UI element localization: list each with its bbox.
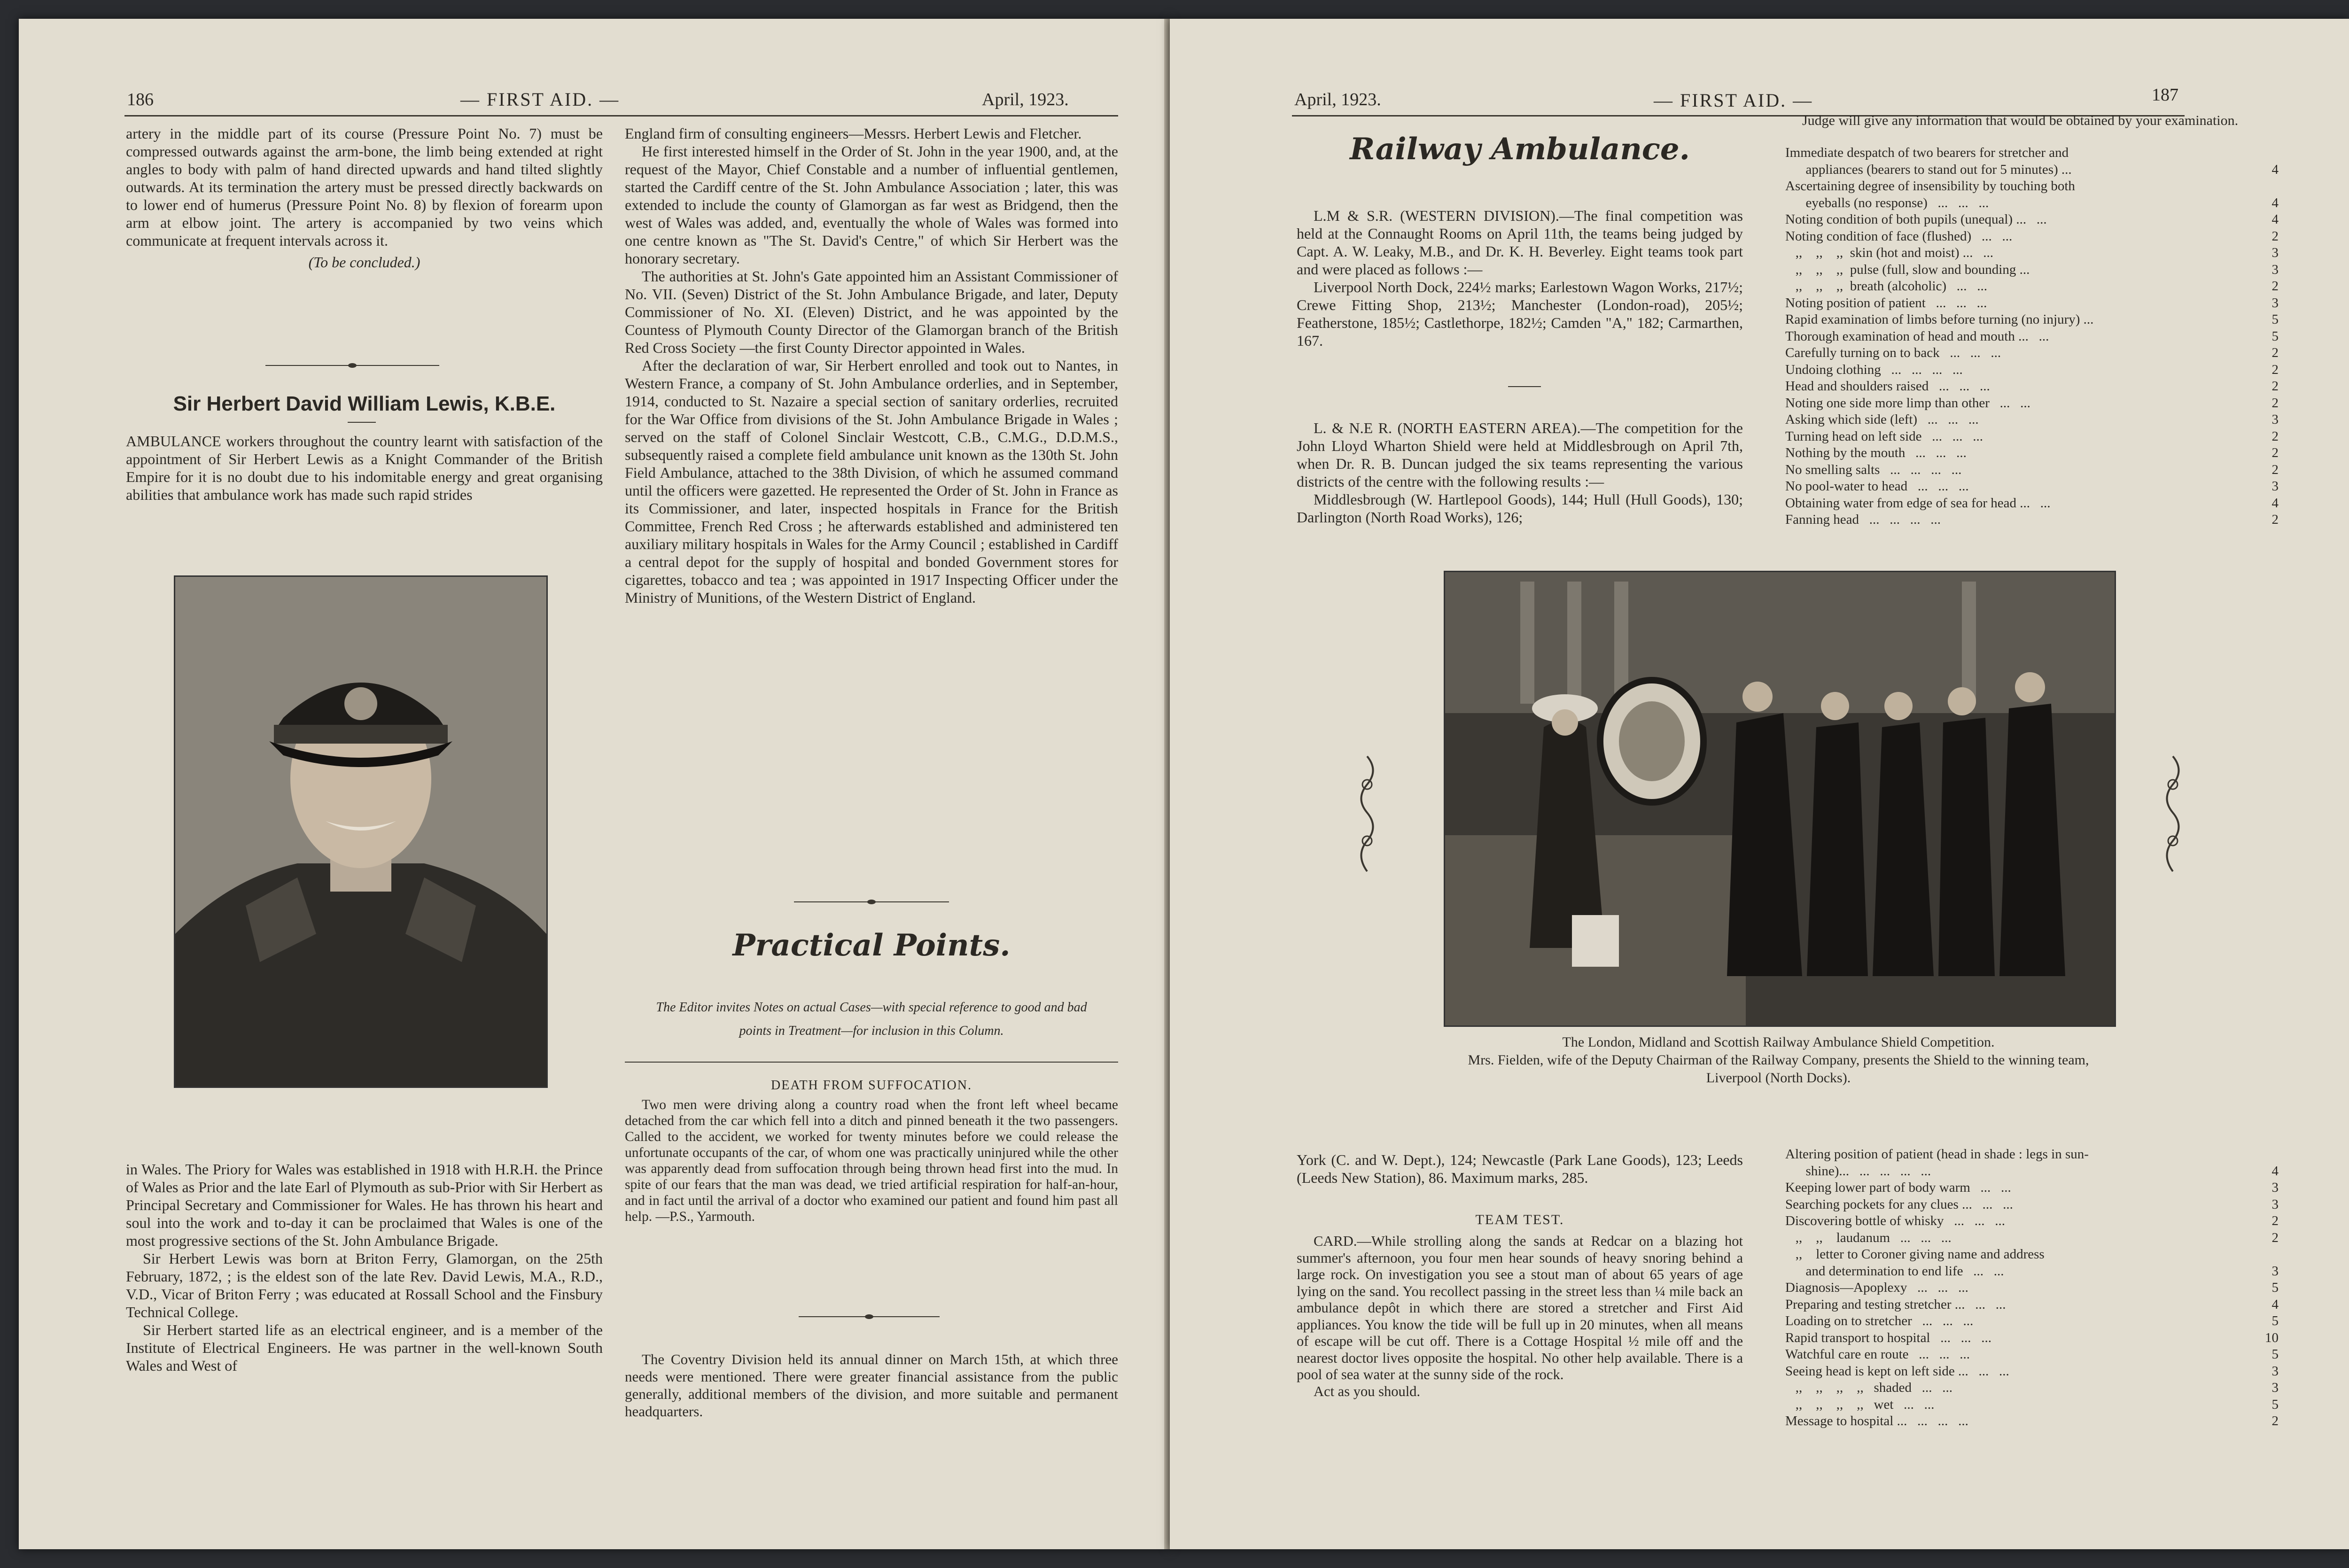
- marks-item-value: [2255, 145, 2279, 162]
- marks-item-value: 2: [2271, 1413, 2279, 1428]
- marks-item-value: 4: [2271, 495, 2279, 511]
- paragraph: Act as you should.: [1314, 1383, 1421, 1399]
- marks-row: [1785, 395, 2279, 412]
- marks-table-top: [1785, 145, 2279, 528]
- marks-item-label: Loading on to stretcher ... ... ...: [1785, 1313, 1974, 1328]
- marks-row: [1785, 1263, 2279, 1280]
- lner-report: [1297, 419, 1743, 526]
- marks-item-label: Keeping lower part of body warm ... ...: [1785, 1180, 2011, 1195]
- marks-row: [1785, 362, 2279, 379]
- lewis-column-two: [625, 124, 1118, 606]
- paragraph: The Coventry Division held its annual dinner on March 15th, at which three needs were mentioned. There were greater financial assistance from the public generally, additional members of the division, and more suitable and permanent headquarters.: [625, 1351, 1118, 1420]
- article-continuation: [126, 124, 603, 271]
- results-paragraph: Liverpool North Dock, 224½ marks; Earlestown Wagon Works, 217½; Crewe Fitting Shop, 213½; Manchester (London-road), 205½; Featherstone, 185½; Castlethorpe, 182½; Camden "A," 182; Carmarthen, 167.: [1297, 279, 1743, 349]
- marks-row: [1785, 411, 2279, 428]
- judge-note: [1785, 113, 2279, 129]
- marks-item-value: 2: [2271, 462, 2279, 477]
- marks-item-label: Message to hospital ... ... ... ...: [1785, 1413, 1968, 1428]
- marks-item-label: Asking which side (left) ... ... ...: [1785, 412, 1979, 427]
- marks-item-value: [2255, 1246, 2279, 1263]
- marks-item-label: ,, letter to Coroner giving name and address: [1785, 1247, 2045, 1262]
- marks-item-label: Head and shoulders raised ... ... ...: [1785, 379, 1990, 394]
- marks-item-value: [2255, 1146, 2279, 1163]
- marks-row: [1785, 495, 2279, 512]
- marks-item-label: Seeing head is kept on left side ... ... ...: [1785, 1363, 2009, 1379]
- marks-item-value: 3: [2271, 1180, 2279, 1195]
- paragraph: Sir Herbert Lewis was born at Briton Ferry, Glamorgan, on the 25th February, 1872, ; is the eldest son of the late Rev. David Lewis, M.A., R.D., V.D., Vicar of Briton Ferry ; was educated at Rossall School and the Finsbury Technical College.: [126, 1250, 603, 1320]
- paragraph: The authorities at St. John's Gate appointed him an Assistant Commissioner of No. VII. (Seven) District of the St. John Ambulance Brigade, and later, Deputy Commissioner of No. XI. (Eleven) District, and he was appointed by the Countess of Plymouth County Director of the Glamorgan branch of the British Red Cross Society —the first County Director appointed in Wales.: [625, 268, 1118, 356]
- marks-table-bottom: [1785, 1146, 2279, 1430]
- editor-note: The Editor invites Notes on actual Cases—with special reference to good and bad points in Treatment—for inclusion in this Column.: [656, 1000, 1087, 1038]
- marks-item-label: Searching pockets for any clues ... ... ...: [1785, 1196, 2013, 1212]
- death-heading: DEATH FROM SUFFOCATION.: [771, 1078, 972, 1093]
- marks-item-label: shine)... ... ... ... ...: [1785, 1163, 1931, 1179]
- paragraph: Sir Herbert started life as an electrical engineer, and is a member of the Institute of Electrical Engineers. He was partner in the well-known South Wales and West of: [126, 1321, 603, 1374]
- marks-item-value: 5: [2271, 1313, 2279, 1328]
- marks-item-label: Ascertaining degree of insensibility by touching both: [1785, 179, 2075, 194]
- marks-item-value: 5: [2271, 1280, 2279, 1295]
- marks-row: [1785, 345, 2279, 362]
- marks-row: [1785, 378, 2279, 395]
- paragraph: L.M & S.R. (WESTERN DIVISION).—The final competition was held at the Connaught Rooms on April 11th, the teams being judged by Capt. A. W. Leaky, M.B., and Dr. K. H. Beverley. Eight teams took part and were placed as follows :—: [1297, 207, 1743, 278]
- marks-item-label: Preparing and testing stretcher ... ... ...: [1785, 1296, 2006, 1312]
- marks-row: [1785, 228, 2279, 245]
- marks-item-value: 2: [2271, 428, 2279, 444]
- marks-item-value: 3: [2271, 1196, 2279, 1212]
- marks-row: [1785, 278, 2279, 295]
- marks-row: [1785, 295, 2279, 312]
- page-number: 186: [127, 90, 154, 109]
- to-be-concluded: (To be concluded.): [308, 254, 420, 271]
- marks-item-value: 2: [2271, 445, 2279, 460]
- practical-points-title: Practical Points.: [732, 928, 1011, 963]
- title-dash: [348, 422, 376, 423]
- issue-date: April, 1923.: [1294, 90, 1381, 109]
- marks-item-label: ,, ,, ,, skin (hot and moist) ... ...: [1785, 245, 1994, 260]
- marks-item-value: 4: [2271, 212, 2279, 227]
- marks-item-label: Fanning head ... ... ... ...: [1785, 512, 1941, 527]
- marks-item-value: 4: [2271, 1163, 2279, 1179]
- marks-row: [1785, 1413, 2279, 1430]
- marks-item-value: 2: [2271, 279, 2279, 294]
- portrait-photo: [174, 575, 548, 1088]
- team-test-heading: TEAM TEST.: [1475, 1212, 1564, 1227]
- marks-row: [1785, 262, 2279, 279]
- scroll-ornament-right: [2159, 752, 2187, 878]
- marks-item-value: 3: [2271, 1363, 2279, 1379]
- marks-item-value: 3: [2271, 412, 2279, 427]
- marks-item-value: 3: [2271, 295, 2279, 310]
- marks-row: [1785, 245, 2279, 262]
- paragraph: AMBULANCE workers throughout the country learnt with satisfaction of the appointment of Sir Herbert Lewis as a Knight Commander of the British Empire for it is no doubt due to his indomitable energy and great organising abilities that ambulance work has made such rapid strides: [126, 433, 603, 503]
- marks-row: [1785, 478, 2279, 495]
- marks-item-label: ,, ,, ,, ,, shaded ... ...: [1785, 1380, 1953, 1395]
- marks-row: [1785, 1330, 2279, 1347]
- lms-report: [1297, 207, 1743, 349]
- paragraph: He first interested himself in the Order of St. John in the year 1900, and, at the request of the Mayor, Chief Constable and a number of influential gentlemen, started the Cardiff centre of the St. John Ambulance Association ; later, this was extended to include the county of Glamorgan as far west as Bridgend, then the west of Wales was added, and, eventually the whole of Wales was formed into one centre known as "The St. David's Centre," of which Sir Herbert was the honorary secretary.: [625, 143, 1118, 267]
- marks-item-label: Diagnosis—Apoplexy ... ... ...: [1785, 1280, 1968, 1295]
- photo-caption: [1444, 1033, 2113, 1087]
- marks-item-label: No pool-water to head ... ... ...: [1785, 479, 1969, 494]
- marks-row: [1785, 1180, 2279, 1196]
- marks-row: [1785, 328, 2279, 345]
- paragraph: CARD.—While strolling along the sands at Redcar on a blazing hot summer's afternoon, you four men hear sounds of heavy snoring behind a large rock. On investigation you see a stout man of about 65 years of age lying on the sand. You recollect passing in the street less than ¼ mile back an ambulance depôt in which there are stored a stretcher and First Aid appliances. You know the tide will be full up in 20 minutes, when all means of escape will be cut off. There is a Cottage Hospital ½ mile off and the nearest doctor lives opposite the hospital. No other help available. There is a pool of sea water at the sunny side of the rock.: [1297, 1233, 1743, 1382]
- marks-item-value: 3: [2271, 245, 2279, 260]
- paragraph: York (C. and W. Dept.), 124; Newcastle (Park Lane Goods), 123; Leeds (Leeds New Station), 86. Maximum marks, 285.: [1297, 1151, 1743, 1186]
- marks-item-label: Noting condition of face (flushed) ... ...: [1785, 228, 2013, 244]
- marks-row: [1785, 178, 2279, 195]
- marks-item-label: ,, ,, ,, pulse (full, slow and bounding ...: [1785, 262, 2030, 277]
- marks-item-value: 3: [2271, 1380, 2279, 1395]
- lewis-intro: [126, 432, 603, 504]
- marks-row: [1785, 512, 2279, 528]
- marks-item-value: 5: [2271, 312, 2279, 327]
- page-number: 187: [2152, 85, 2178, 105]
- marks-item-value: 5: [2271, 1347, 2279, 1362]
- section-rule: [625, 1062, 1118, 1063]
- marks-row: [1785, 1280, 2279, 1296]
- scroll-ornament-left: [1353, 752, 1381, 878]
- marks-item-value: 2: [2271, 379, 2279, 394]
- marks-item-value: 2: [2271, 1213, 2279, 1228]
- marks-row: [1785, 428, 2279, 445]
- caption-line: The London, Midland and Scottish Railway Ambulance Shield Competition.: [1562, 1034, 1995, 1050]
- marks-item-value: 2: [2271, 345, 2279, 360]
- marks-item-label: Noting position of patient ... ... ...: [1785, 295, 1987, 310]
- marks-item-value: 5: [2271, 328, 2279, 344]
- marks-item-label: Immediate despatch of two bearers for stretcher and: [1785, 145, 2069, 160]
- lewis-title: Sir Herbert David William Lewis, K.B.E.: [173, 392, 556, 415]
- marks-item-label: Noting one side more limp than other ... ...: [1785, 395, 2030, 411]
- paragraph: Two men were driving along a country road when the front left wheel became detached from the car which fell into a ditch and pinned beneath it the two passengers. Called to the accident, we worked for twenty minutes before we could release the unfortunate occupants of the car, of whom one was practically uninjured while the other was apparently dead from suffocation through being thrown head first into the mud. In spite of our fears that the man was dead, we tried artificial respiration for half-an-hour, and in fact until the arrival of a doctor who examined our patient and found him past all help. —P.S., Yarmouth.: [625, 1097, 1118, 1224]
- section-dash: [1508, 386, 1541, 387]
- marks-item-label: ,, ,, ,, ,, wet ... ...: [1785, 1397, 1935, 1412]
- marks-row: [1785, 1296, 2279, 1313]
- marks-row: [1785, 1230, 2279, 1247]
- marks-row: [1785, 1380, 2279, 1397]
- paragraph: After the declaration of war, Sir Herbert enrolled and took out to Nantes, in Western France, a company of St. John Ambulance orderlies, and in September, 1914, conducted to St. Nazaire a special section of sanitary orderlies, recruited for the War Office from divisions of the St. John Ambulance Brigade in Wales ; served on the staff of Colonel Sinclair Westcott, C.B., C.M.G., D.D.M.S., subsequently raised a complete field ambulance unit known as the 130th St. John Field Ambulance, attached to the 38th Division, of which he assumed command until the officers were gazetted. He represented the Order of St. John in France as its Commissioner, and later, inspected hospitals in France for the British Committee, French Red Cross ; he afterwards established and administered ten auxiliary military hospitals in Wales for the Army Council ; established in Cardiff a central depot for the supply of hospital and bonded Government stores for cigarettes, tobacco and tea ; was appointed in 1917 Inspecting Officer under the Ministry of Munitions, of the Western District of England.: [625, 357, 1118, 606]
- marks-item-label: Undoing clothing ... ... ... ...: [1785, 362, 1963, 377]
- marks-item-label: appliances (bearers to stand out for 5 minutes) ...: [1785, 162, 2072, 177]
- marks-item-label: Discovering bottle of whisky ... ... ...: [1785, 1213, 2005, 1228]
- ornament-divider: [794, 900, 949, 904]
- marks-row: [1785, 1346, 2279, 1363]
- marks-item-value: 3: [2271, 479, 2279, 494]
- coventry-article: [625, 1351, 1118, 1420]
- marks-row: [1785, 162, 2279, 179]
- marks-item-value: 3: [2271, 262, 2279, 277]
- marks-item-value: 5: [2271, 1397, 2279, 1412]
- marks-item-label: Turning head on left side ... ... ...: [1785, 428, 1983, 444]
- marks-row: [1785, 1397, 2279, 1413]
- issue-date: April, 1923.: [982, 90, 1069, 109]
- marks-row: [1785, 462, 2279, 479]
- marks-item-value: 2: [2271, 1230, 2279, 1245]
- marks-item-value: 3: [2271, 1263, 2279, 1279]
- marks-item-label: Nothing by the mouth ... ... ...: [1785, 445, 1967, 460]
- marks-row: [1785, 1363, 2279, 1380]
- marks-item-label: No smelling salts ... ... ... ...: [1785, 462, 1962, 477]
- marks-item-value: 4: [2271, 162, 2279, 177]
- paragraph: artery in the middle part of its course (Pressure Point No. 7) must be compressed outwards against the arm-bone, the limb being extended at right angles to body with palm of hand directed upwards and hand tilted slightly outwards. At its termination the artery must be pressed directly backwards on to lower end of humerus (Pressure Point No. 8) by flexion of forearm upon arm at elbow joint. The artery is accompanied by two veins which communicate at frequent intervals across it.: [126, 125, 603, 249]
- marks-item-value: 10: [2265, 1330, 2279, 1345]
- marks-row: [1785, 211, 2279, 228]
- marks-item-label: ,, ,, ,, breath (alcoholic) ... ...: [1785, 279, 1988, 294]
- running-head: — FIRST AID. —: [1654, 90, 1813, 111]
- paragraph: Judge will give any information that would be obtained by your examination.: [1802, 113, 2239, 128]
- paragraph: L. & N.E R. (NORTH EASTERN AREA).—The competition for the John Lloyd Wharton Shield were held at Middlesbrough on April 7th, when Dr. R. B. Duncan judged the six teams representing the various districts of the centre with the following results :—: [1297, 419, 1743, 490]
- lewis-continuation: [126, 1160, 603, 1374]
- marks-item-value: 2: [2271, 395, 2279, 411]
- marks-item-value: 2: [2271, 228, 2279, 244]
- caption-line: Mrs. Fielden, wife of the Deputy Chairman of the Railway Company, presents the Shield to the winning team, Liverpool (North Docks).: [1468, 1052, 2089, 1086]
- marks-item-value: 4: [2271, 1296, 2279, 1312]
- results-paragraph: Middlesbrough (W. Hartlepool Goods), 144; Hull (Hull Goods), 130; Darlington (North Road Works), 126;: [1297, 491, 1743, 526]
- marks-item-value: 2: [2271, 362, 2279, 377]
- portrait-illustration: [175, 577, 546, 1087]
- marks-item-label: Altering position of patient (head in shade : legs in sun-: [1785, 1147, 2089, 1162]
- marks-item-label: Carefully turning on to back ... ... ...: [1785, 345, 2001, 360]
- team-test-card: [1297, 1233, 1743, 1400]
- marks-row: [1785, 445, 2279, 462]
- marks-row: [1785, 145, 2279, 162]
- marks-item-value: 4: [2271, 195, 2279, 210]
- marks-row: [1785, 1163, 2279, 1180]
- marks-item-label: Rapid transport to hospital ... ... ...: [1785, 1330, 1991, 1345]
- ornament-divider: [265, 363, 439, 368]
- marks-item-value: [2255, 178, 2279, 195]
- marks-item-label: Thorough examination of head and mouth ... ...: [1785, 328, 2049, 344]
- marks-item-label: Watchful care en route ... ... ...: [1785, 1347, 1970, 1362]
- marks-item-label: Obtaining water from edge of sea for head ... ...: [1785, 495, 2051, 511]
- marks-item-label: Noting condition of both pupils (unequal) ... ...: [1785, 212, 2047, 227]
- marks-row: [1785, 195, 2279, 212]
- paragraph: in Wales. The Priory for Wales was established in 1918 with H.R.H. the Prince of Wales as Prior and the late Earl of Plymouth as sub-Prior with Sir Herbert as Principal Secretary and Commissioner for Wales. He has thrown his heart and soul into the work and to-day it can be proclaimed that Wales is one of the most progressive sections of the St. John Ambulance Brigade.: [126, 1161, 603, 1249]
- group-photo-illustration: [1445, 572, 2115, 1025]
- running-head: — FIRST AID. —: [460, 89, 620, 110]
- marks-row: [1785, 1246, 2279, 1263]
- marks-row: [1785, 1146, 2279, 1163]
- header-rule: [124, 115, 1118, 116]
- marks-row: [1785, 1313, 2279, 1330]
- marks-item-label: ,, ,, laudanum ... ... ...: [1785, 1230, 1952, 1245]
- york-results: [1297, 1151, 1743, 1187]
- marks-row: [1785, 311, 2279, 328]
- right-page: [1170, 19, 2349, 1549]
- ornament-divider: [799, 1314, 940, 1319]
- marks-row: [1785, 1213, 2279, 1230]
- left-page: [19, 19, 1170, 1549]
- marks-item-label: eyeballs (no response) ... ... ...: [1785, 195, 1989, 210]
- death-article: [625, 1097, 1118, 1225]
- marks-item-label: Rapid examination of limbs before turning (no injury) ...: [1785, 312, 2094, 327]
- marks-item-label: and determination to end life ... ...: [1785, 1263, 2004, 1279]
- marks-item-value: 2: [2271, 512, 2279, 527]
- marks-row: [1785, 1196, 2279, 1213]
- shield-competition-photo: [1444, 571, 2116, 1027]
- railway-ambulance-title: Railway Ambulance.: [1350, 132, 1690, 167]
- paragraph: England firm of consulting engineers—Messrs. Herbert Lewis and Fletcher.: [625, 125, 1082, 142]
